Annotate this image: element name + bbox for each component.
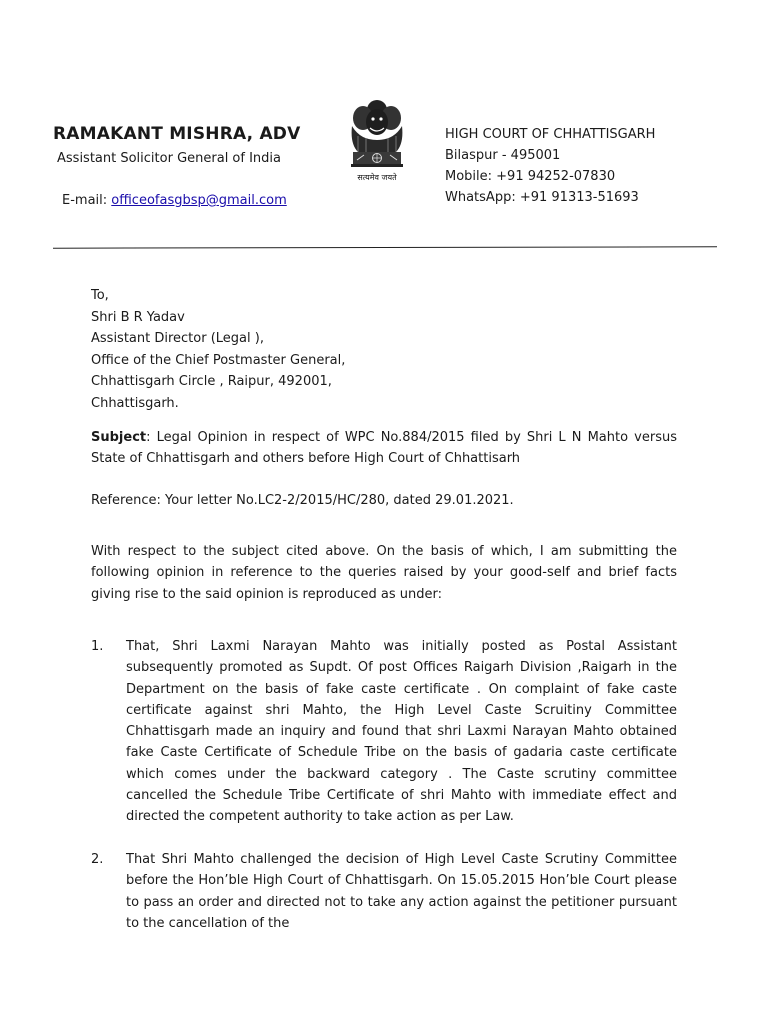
list-item <box>91 849 677 934</box>
mobile-number: Mobile: +91 94252-07830 <box>445 169 616 184</box>
subject-label: Subject <box>91 430 147 445</box>
address-line: Shri B R Yadav <box>91 309 185 325</box>
email-row <box>62 193 287 208</box>
header-divider <box>53 246 717 248</box>
court-name: HIGH COURT OF CHHATTISGARH <box>445 127 656 142</box>
national-emblem-icon <box>344 96 410 192</box>
email-link[interactable]: officeofasgbsp@gmail.com <box>111 193 287 208</box>
list-number: 2. <box>91 852 104 867</box>
court-address-block <box>445 124 655 208</box>
recipient-address <box>91 285 345 414</box>
advocate-name: RAMAKANT MISHRA, ADV <box>53 124 301 144</box>
reference-line: Reference: Your letter No.LC2-2/2015/HC/280, dated 29.01.2021. <box>91 493 514 508</box>
list-text: That, Shri Laxmi Narayan Mahto was initially posted as Postal Assistant subsequently promoted as Supdt. Of post Offices Raigarh Division ,Raigarh in the Department on the basis of fake caste certificate . On complaint of fake caste certificate against shri Mahto, the High Level Caste Scruitiny Committee Chhattisgarh made an inquiry and found that shri Laxmi Narayan Mahto obtained fake Caste Certificate of Schedule Tribe on the basis of gadaria caste certificate which comes under the backward category . The Caste scrutiny committee cancelled the Schedule Tribe Certificate of shri Mahto with immediate effect and directed the competent authority to take action as per Law. <box>126 639 677 825</box>
email-label: E-mail: <box>62 193 112 208</box>
list-number: 1. <box>91 639 104 654</box>
address-line: Chhattisgarh Circle , Raipur, 492001, <box>91 374 332 389</box>
designation: Assistant Solicitor General of India <box>57 151 282 166</box>
subject-paragraph <box>91 427 677 470</box>
address-line: Assistant Director (Legal ), <box>91 331 264 346</box>
list-text: That Shri Mahto challenged the decision of High Level Caste Scrutiny Committee before the Hon’ble High Court of Chhattisgarh. On 15.05.2015 Hon’ble Court please to pass an order and directed not to take any action against the petitioner pursuant to the cancellation of the <box>126 852 677 931</box>
list-item <box>91 636 677 828</box>
salutation-to: To, <box>91 288 109 303</box>
court-city: Bilaspur - 495001 <box>445 148 561 163</box>
emblem-motto: सत्यमेव जयते <box>357 173 397 182</box>
address-line: Chhattisgarh. <box>91 395 179 411</box>
intro-paragraph: With respect to the subject cited above. On the basis of which, I am submitting the following opinion in reference to the queries raised by your good-self and brief facts giving rise to the said opinion is reproduced as under: <box>91 544 677 602</box>
address-line: Office of the Chief Postmaster General, <box>91 352 346 368</box>
whatsapp-number: WhatsApp: +91 91313-51693 <box>445 190 639 205</box>
subject-text: : Legal Opinion in respect of WPC No.884/2015 filed by Shri L N Mahto versus State of Chhattisgarh and others before High Court of Chhattisarh <box>91 430 677 467</box>
